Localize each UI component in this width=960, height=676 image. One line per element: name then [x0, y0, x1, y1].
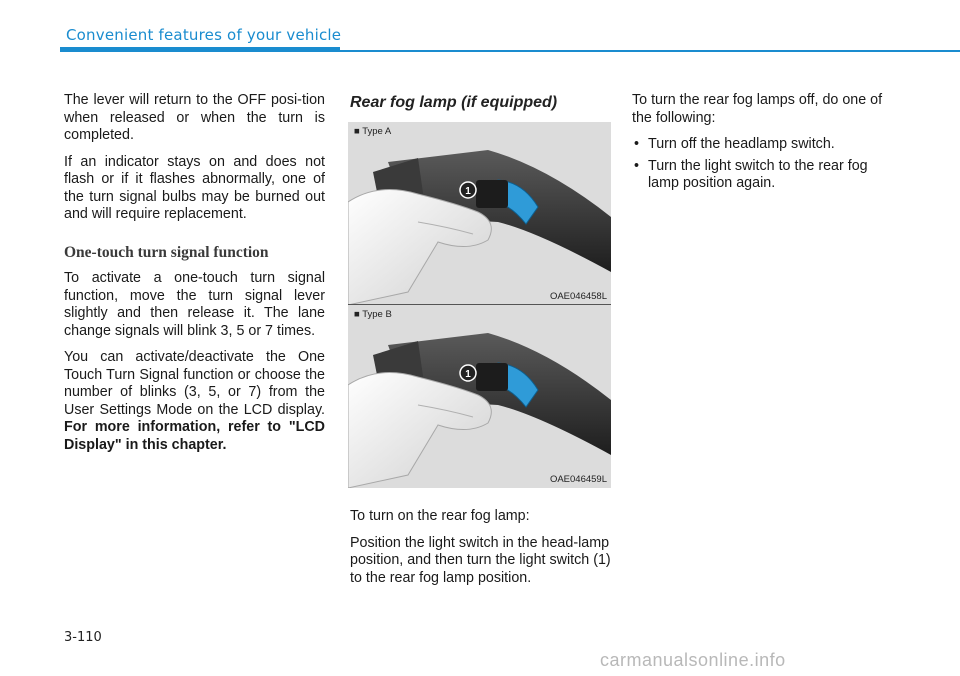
settings-bold-reference: For more information, refer to "LCD Display" in this chapter.: [64, 419, 325, 453]
figure-type-b: [348, 305, 611, 488]
page-number: 3-110: [64, 630, 102, 645]
list-item: • Turn off the headlamp switch.: [634, 136, 835, 152]
header-title: Convenient features of your vehicle: [66, 26, 342, 44]
lever-illustration-b: [348, 305, 611, 488]
bullet-icon: •: [634, 157, 640, 174]
subheading-one-touch: One-touch turn signal function: [64, 243, 269, 261]
paragraph-activate: To activate a one-touch turn signal function, move the turn signal lever slightly and then release it. The lane change signals will blink 3, 5 or 7 times.: [64, 270, 325, 339]
figure-b-type-label: ■ Type B: [354, 309, 392, 320]
paragraph-settings: [64, 349, 325, 454]
watermark: carmanualsonline.info: [600, 650, 786, 670]
section-title-rear-fog: Rear fog lamp (if equipped): [350, 94, 558, 111]
paragraph-position-switch: Position the light switch in the head-lamp position, and then turn the light switch (1) to the rear fog lamp position.: [350, 534, 611, 586]
settings-text: You can activate/deactivate the One Touch Turn Signal function or choose the number of blinks (3, 5, or 7) from the User Settings Mode on the LCD display.: [64, 349, 325, 418]
paragraph-turn-on: To turn on the rear fog lamp:: [350, 508, 530, 524]
header-divider: [60, 50, 960, 52]
figure-a-code: OAE046458L: [549, 291, 607, 302]
middle-column-text: [350, 508, 612, 596]
turn-off-options-list: [632, 136, 902, 193]
right-column: [632, 92, 902, 197]
left-column: [64, 92, 325, 463]
list-item: • Turn the light switch to the rear fog lamp position again.: [634, 157, 868, 191]
svg-text:1: 1: [465, 186, 471, 197]
figure-type-a: [348, 122, 611, 305]
figure-b-code: OAE046459L: [549, 474, 607, 485]
paragraph-indicator: If an indicator stays on and does not flash or if it flashes abnormally, one of the turn signal bulbs may be burned out and will require replacement.: [64, 153, 325, 222]
bullet-icon: •: [634, 136, 640, 152]
lever-illustration-a: [348, 122, 611, 305]
svg-text:1: 1: [465, 369, 471, 380]
figure-a-type-label: ■ Type A: [354, 126, 392, 137]
paragraph-lever-return: The lever will return to the OFF posi-tion when released or when the turn is completed.: [64, 92, 325, 143]
paragraph-turn-off: To turn the rear fog lamps off, do one of the following:: [632, 92, 883, 126]
